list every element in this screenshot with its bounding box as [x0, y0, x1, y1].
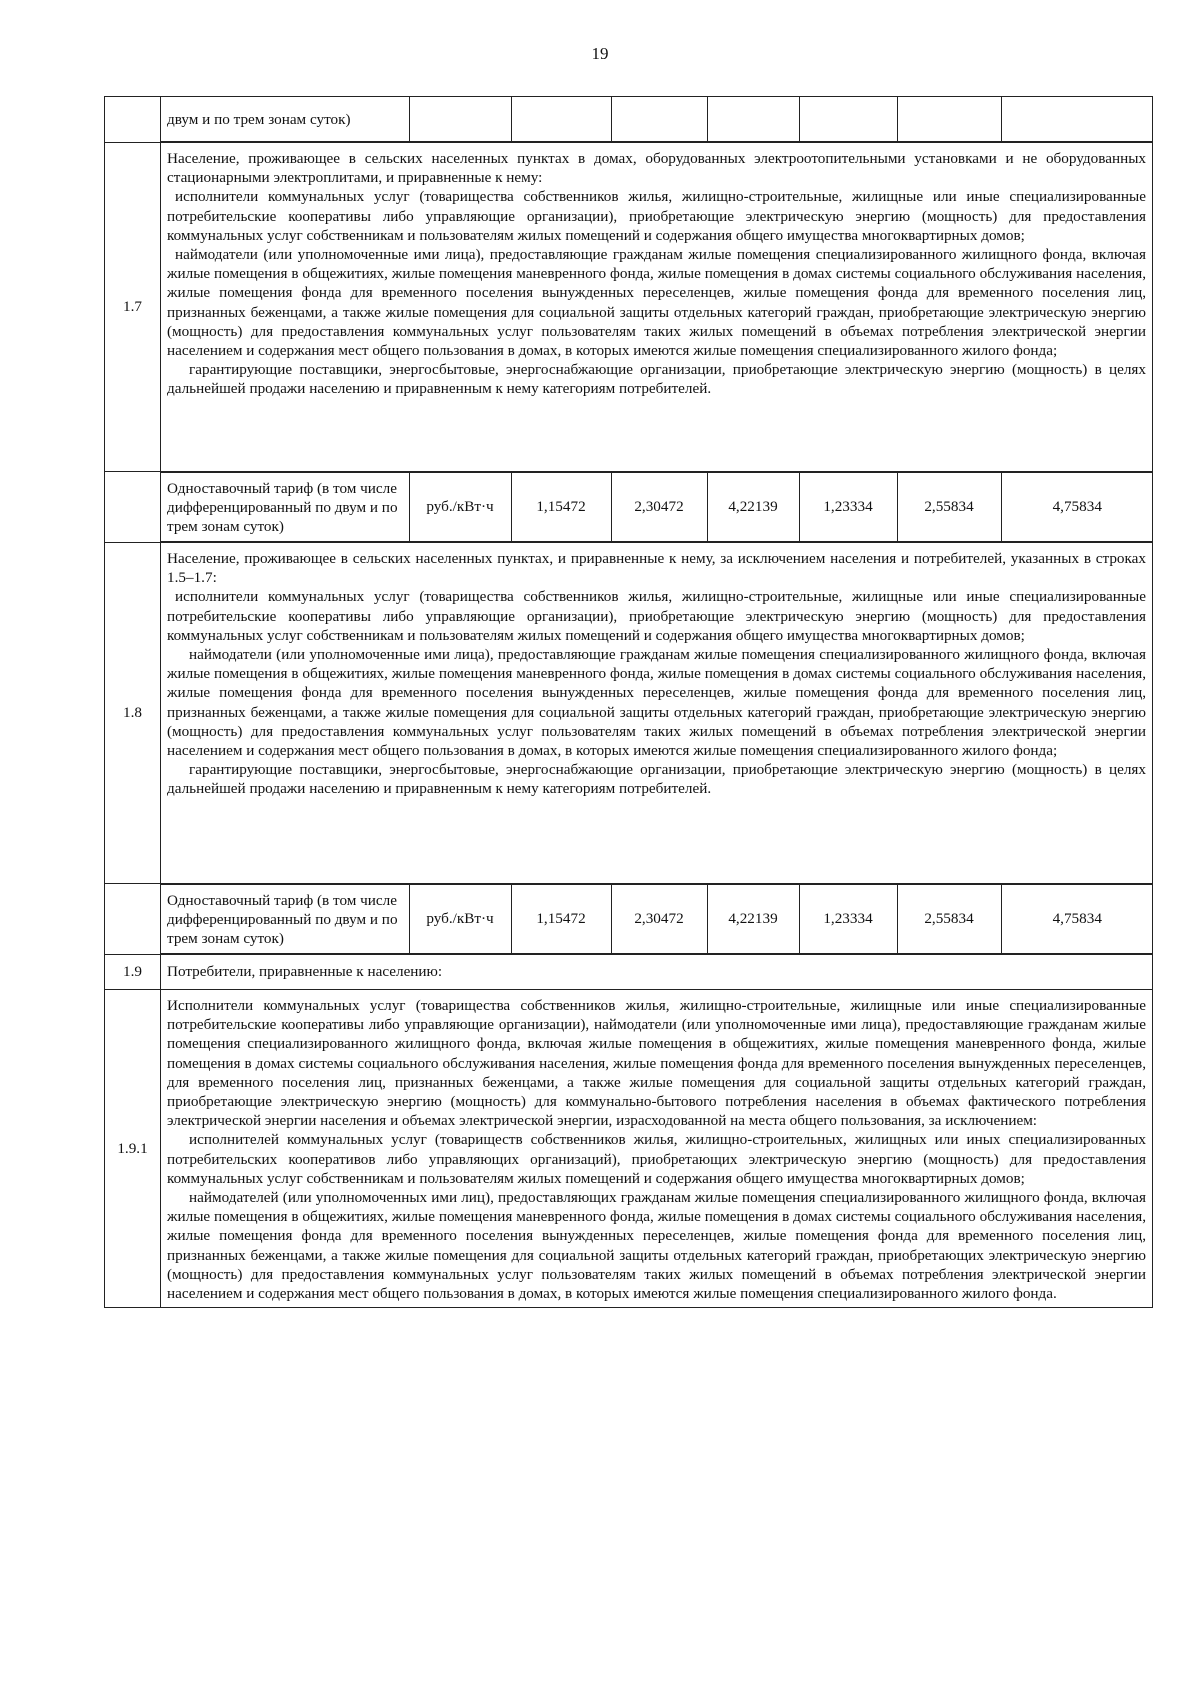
table-row: [105, 955, 1153, 990]
tariff-table: [104, 96, 1153, 1308]
description-paragraph: наймодателей (или уполномоченных ими лиц), предоставляющих гражданам жилые помещения специализированного жилищного фонда, включая жилые помещения в общежитиях, жилые помещения маневренного фонда, жилые помещения в домах системы социального обслуживания населения, жилые помещения фонда для временного поселения вынужденных переселенцев, жилые помещения фонда для временного поселения лиц, признанных беженцами, а также жилые помещения для социальной защиты отдельных категорий граждан, приобретающих электрическую энергию (мощность) для предоставления коммунальных услуг пользователям таких жилых помещений в объемах потребления электрической энергии населением и содержания мест общего пользования в домах, в которых имеются жилые помещения специализированного жилого фонда.: [167, 1189, 1146, 1303]
description-paragraph: Потребители, приравненные к населению:: [167, 963, 443, 981]
tariff-line: [161, 472, 1153, 542]
tariff-unit: руб./кВт·ч: [409, 473, 511, 542]
row-number: 1.9: [105, 955, 161, 990]
description-paragraph: наймодатели (или уполномоченные ими лица), предоставляющие гражданам жилые помещения специализированного жилищного фонда, включая жилые помещения в общежитиях, жилые помещения маневренного фонда, жилые помещения в домах системы социального обслуживания населения, жилые помещения фонда для временного поселения вынужденных переселенцев, жилые помещения фонда для временного поселения лиц, признанных беженцами, а также жилые помещения для социальной защиты отдельных категорий граждан, приобретающие электрическую энергию (мощность) для предоставления коммунальных услуг пользователям таких жилых помещений в объемах потребления электрической энергии населением и содержания мест общего пользования в домах, в которых имеются жилые помещения специализированного жилого фонда;: [167, 246, 1146, 360]
description-paragraph: исполнители коммунальных услуг (товарищества собственников жилья, жилищно-строительные, жилищные или иные специализированные потребительские кооперативы либо управляющие организации), приобретающие электрическую энергию (мощность) для предоставления коммунальных услуг собственникам и пользователям жилых помещений и содержания общего имущества многоквартирных домов;: [167, 188, 1146, 244]
description-paragraph: исполнителей коммунальных услуг (товариществ собственников жилья, жилищно-строительных, жилищных или иных специализированных потребительских кооперативов либо управляющих организаций), приобретающих электрическую энергию (мощность) для предоставления коммунальных услуг собственникам и пользователям жилых помещений и содержания общего имущества многоквартирных домов;: [167, 1131, 1146, 1187]
description-paragraph: исполнители коммунальных услуг (товарищества собственников жилья, жилищно-строительные, жилищные или иные специализированные потребительские кооперативы либо управляющие организации), приобретающие электрическую энергию (мощность) для предоставления коммунальных услуг собственникам и пользователям жилых помещений и содержания общего имущества многоквартирных домов;: [167, 588, 1146, 644]
tariff-unit: [409, 97, 511, 142]
row-description: [161, 143, 1153, 472]
tariff-value: 1,15472: [511, 885, 611, 954]
table-row: [105, 543, 1153, 884]
tariff-value: 1,23334: [799, 885, 897, 954]
table-row: [105, 990, 1153, 1308]
tariff-label: двум и по трем зонам суток): [161, 97, 409, 142]
table-row: [105, 884, 1153, 955]
page-number: 19: [591, 44, 609, 63]
row-description: [161, 543, 1153, 884]
table-row: [105, 472, 1153, 543]
description-paragraph: гарантирующие поставщики, энергосбытовые, энергоснабжающие организации, приобретающие электрическую энергию (мощность) в целях дальнейшей продажи населению и приравненным к нему категориям потребителей.: [167, 361, 1146, 398]
row-description: [161, 955, 1153, 990]
tariff-value: [897, 97, 1001, 142]
tariff-label: Одноставочный тариф (в том числе дифференцированный по двум и по трем зонам суток): [161, 473, 409, 542]
tariff-value: [707, 97, 799, 142]
row-number-cell: [105, 472, 161, 543]
row-number: 1.9.1: [105, 990, 161, 1308]
tariff-line: [161, 97, 1153, 142]
tariff-value: 1,23334: [799, 473, 897, 542]
tariff-label: Одноставочный тариф (в том числе дифференцированный по двум и по трем зонам суток): [161, 885, 409, 954]
row-number-cell: [105, 884, 161, 955]
row-number-cell: [105, 97, 161, 143]
tariff-value: 2,55834: [897, 473, 1001, 542]
tariff-value: [611, 97, 707, 142]
tariff-value: 2,30472: [611, 473, 707, 542]
table-row: [105, 143, 1153, 472]
tariff-value: 4,75834: [1001, 885, 1153, 954]
tariff-value: 4,75834: [1001, 473, 1153, 542]
description-paragraph: Исполнители коммунальных услуг (товарищества собственников жилья, жилищно-строительные, жилищные или иные специализированные потребительские кооперативы либо управляющие организации), наймодатели (или уполномоченные ими лица), предоставляющие гражданам жилые помещения специализированного жилищного фонда, включая жилые помещения в общежитиях, жилые помещения маневренного фонда, жилые помещения в домах системы социального обслуживания населения, жилые помещения фонда для временного поселения вынужденных переселенцев, для временного поселения лиц, признанных беженцами, а также жилые помещения для социальной защиты отдельных категорий граждан, приобретающие электрическую энергию (мощность) для коммунально-бытового потребления населения в объемах фактического потребления электрической энергии населения и объемах электрической энергии, израсходованной на места общего пользования, за исключением:: [167, 997, 1146, 1130]
description-paragraph: гарантирующие поставщики, энергосбытовые, энергоснабжающие организации, приобретающие электрическую энергию (мощность) в целях дальнейшей продажи населению и приравненным к нему категориям потребителей.: [167, 761, 1146, 798]
row-number: 1.7: [105, 143, 161, 472]
description-paragraph: наймодатели (или уполномоченные ими лица), предоставляющие гражданам жилые помещения специализированного жилищного фонда, включая жилые помещения в общежитиях, жилые помещения маневренного фонда, жилые помещения в домах системы социального обслуживания населения, жилые помещения фонда для временного поселения вынужденных переселенцев, жилые помещения фонда для временного поселения лиц, признанных беженцами, а также жилые помещения для социальной защиты отдельных категорий граждан, приобретающие электрическую энергию (мощность) для предоставления коммунальных услуг пользователям таких жилых помещений в объемах потребления электрической энергии населением и содержания мест общего пользования в домах, в которых имеются жилые помещения специализированного жилого фонда;: [167, 646, 1146, 760]
table-row: [105, 97, 1153, 143]
tariff-value: 2,30472: [611, 885, 707, 954]
tariff-value: 2,55834: [897, 885, 1001, 954]
tariff-line: [161, 884, 1153, 954]
row-description: [161, 990, 1153, 1308]
tariff-value: [511, 97, 611, 142]
description-paragraph: Население, проживающее в сельских населенных пунктах в домах, оборудованных электроотопительными установками и не оборудованных стационарными электроплитами, и приравненные к нему:: [167, 150, 1146, 187]
tariff-value: 1,15472: [511, 473, 611, 542]
tariff-value: 4,22139: [707, 473, 799, 542]
tariff-value: [1001, 97, 1153, 142]
tariff-unit: руб./кВт·ч: [409, 885, 511, 954]
tariff-value: 4,22139: [707, 885, 799, 954]
row-number: 1.8: [105, 543, 161, 884]
description-paragraph: Население, проживающее в сельских населенных пунктах, и приравненные к нему, за исключением населения и потребителей, указанных в строках 1.5–1.7:: [167, 550, 1146, 587]
tariff-value: [799, 97, 897, 142]
